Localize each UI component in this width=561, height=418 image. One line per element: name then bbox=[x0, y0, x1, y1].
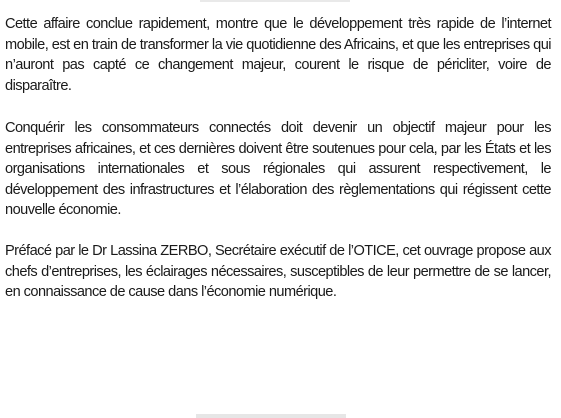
paragraph-mobile-internet: Cette affaire conclue rapidement, montre que le développement très rapide de l’internet mobile, est en train de transformer la vie quotidienne des Africains, et que les entreprises qui n’auront pas capté ce changement majeur, courent le risque de péricliter, voire de disparaître. bbox=[5, 16, 551, 94]
bottom-edge-mark bbox=[196, 414, 346, 418]
paragraph-connected-consumers: Conquérir les consommateurs connectés doit devenir un objectif majeur pour les entreprises africaines, et ces dernières doivent être soutenues pour cela, par les États et les organisations internationales et sous régionales qui assurent respectivement, le développement des infrastructures et l’élaboration des règlementations qui régissent cette nouvelle économie. bbox=[5, 120, 551, 219]
top-edge-mark bbox=[200, 0, 350, 2]
paragraph-preface: Préfacé par le Dr Lassina ZERBO, Secrétaire exécutif de l’OTICE, cet ouvrage propose aux chefs d’entreprises, les éclairages nécessaires, susceptibles de leur permettre de se lancer, en connaissance de cause dans l’économie numérique. bbox=[5, 243, 551, 301]
